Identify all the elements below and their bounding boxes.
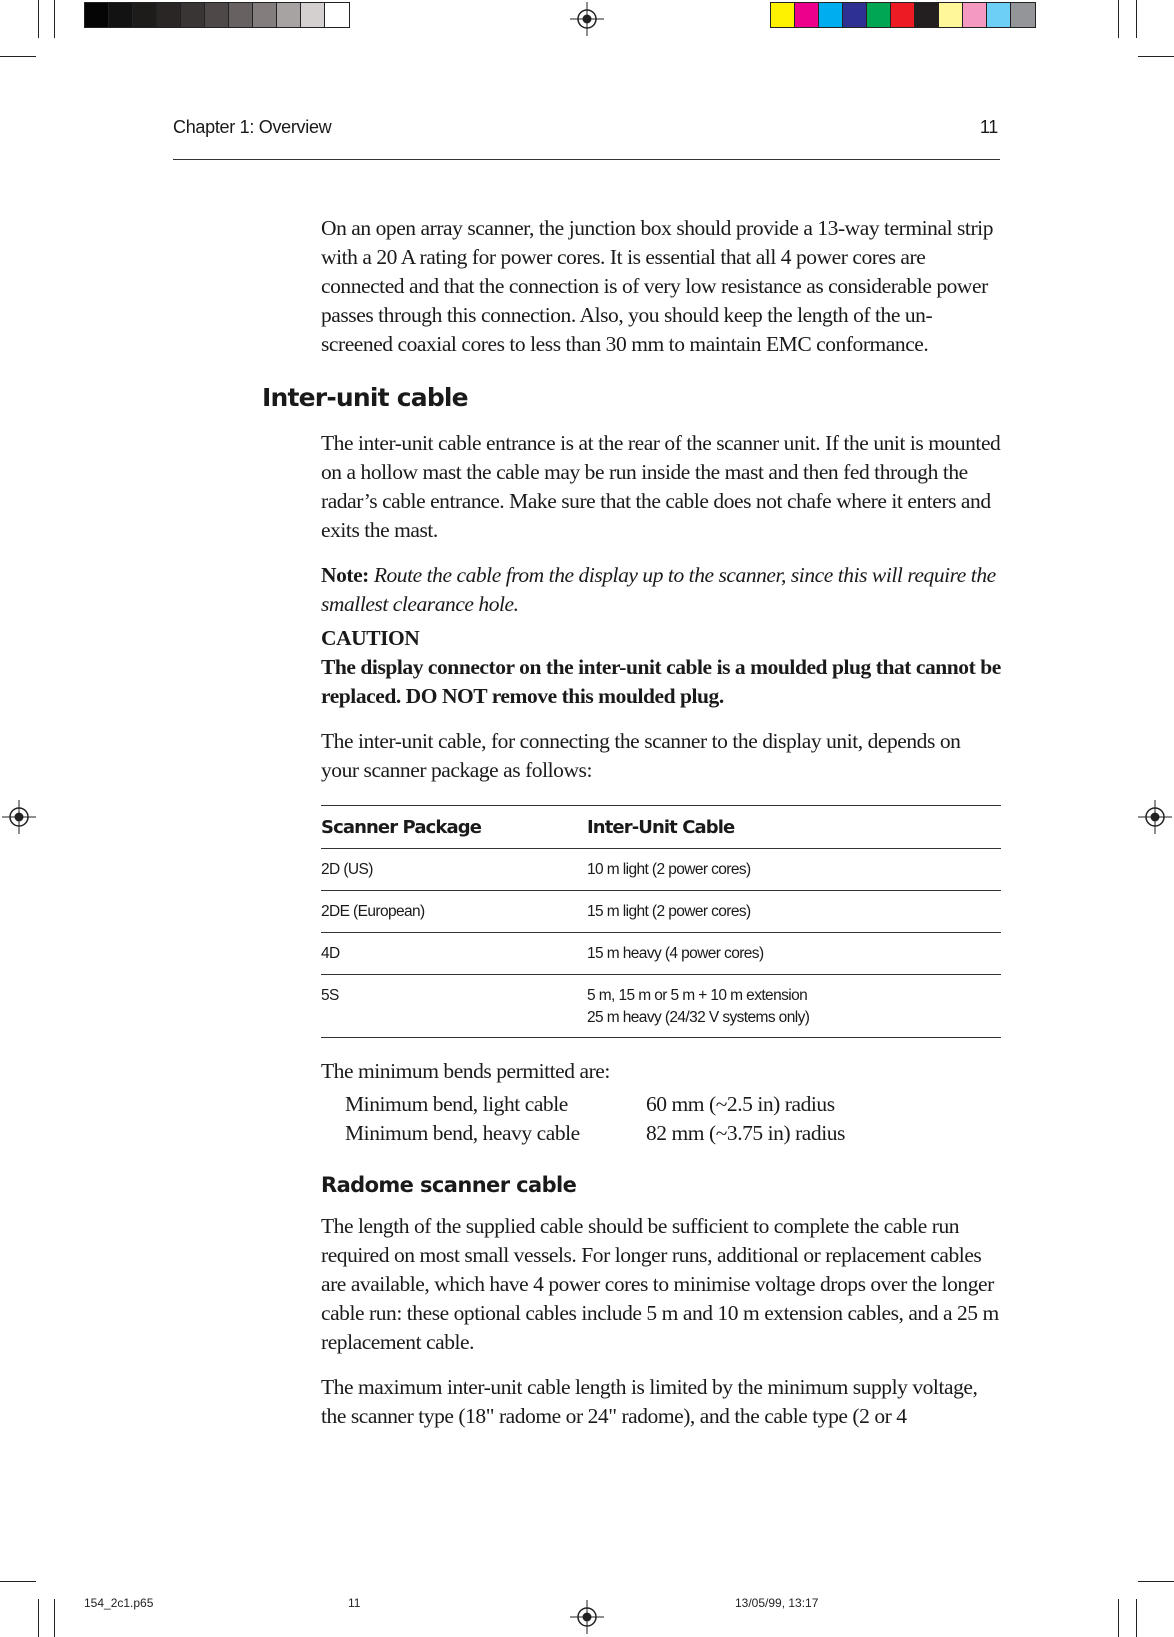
chapter-title: Chapter 1: Overview xyxy=(173,117,332,137)
color-strip xyxy=(770,2,1036,28)
list-item xyxy=(345,1119,845,1148)
color-swatch xyxy=(205,3,229,27)
color-swatch xyxy=(1011,3,1035,27)
note-paragraph xyxy=(321,561,1001,619)
note-text: Route the cable from the display up to the scanner, since this will require the smallest clearance hole. xyxy=(321,563,996,616)
cable-cell xyxy=(587,975,1001,1038)
crop-mark xyxy=(1118,1599,1119,1637)
radome-paragraph: The length of the supplied cable should be sufficient to complete the cable run required on most small vessels. For longer runs, additional or replacement cables are available, which have 4 power cores to minimise voltage drops over the longer cable run: these optional cables include 5 m and 10 m extension cables, and a 25 m replacement cable. xyxy=(321,1214,999,1354)
column-header-package: Scanner Package xyxy=(321,806,587,849)
slug-file: 154_2c1.p65 xyxy=(84,1596,154,1610)
table-row xyxy=(321,975,1001,1038)
slug-timestamp: 13/05/99, 13:17 xyxy=(735,1596,819,1610)
tone-strip xyxy=(84,2,350,28)
color-swatch xyxy=(301,3,325,27)
package-cell: 2DE (European) xyxy=(321,891,587,933)
crop-mark xyxy=(54,0,55,38)
column-header-cable: Inter-Unit Cable xyxy=(587,806,1001,849)
crop-mark xyxy=(1118,0,1119,38)
crop-mark xyxy=(1138,1581,1174,1582)
crop-mark xyxy=(38,1599,39,1637)
crop-mark xyxy=(38,0,39,38)
table-intro: The inter-unit cable, for connecting the scanner to the display unit, depends on your scanner package as follows: xyxy=(321,729,961,782)
crop-mark xyxy=(0,1581,36,1582)
slug-page: 11 xyxy=(348,1596,361,1610)
color-swatch xyxy=(819,3,843,27)
color-swatch xyxy=(987,3,1011,27)
bends-list xyxy=(345,1090,845,1148)
registration-mark-icon xyxy=(570,1600,604,1634)
caution-title: CAUTION xyxy=(321,626,420,650)
cable-line: 5 m, 15 m or 5 m + 10 m extension xyxy=(587,987,808,1004)
crop-mark xyxy=(0,56,36,57)
color-swatch xyxy=(277,3,301,27)
bend-value: 82 mm (~3.75 in) radius xyxy=(646,1121,845,1145)
bend-value: 60 mm (~2.5 in) radius xyxy=(646,1092,835,1116)
crop-mark xyxy=(1138,56,1174,57)
bends-intro: The minimum bends permitted are: xyxy=(321,1059,610,1083)
package-cell: 5S xyxy=(321,975,587,1038)
color-swatch xyxy=(939,3,963,27)
color-swatch xyxy=(181,3,205,27)
cable-line: 25 m heavy (24/32 V systems only) xyxy=(587,1009,810,1026)
color-swatch xyxy=(253,3,277,27)
table-header-row xyxy=(321,806,1001,849)
section-paragraph: The inter-unit cable entrance is at the rear of the scanner unit. If the unit is mounted on a hollow mast the cable may be run inside the mast and then fed through the radar’s cable entrance. Make sure that the cable does not chafe where it enters and exits the mast. xyxy=(321,431,1001,542)
color-swatch xyxy=(795,3,819,27)
note-label: Note: xyxy=(321,563,369,587)
subheading: Radome scanner cable xyxy=(321,1173,577,1197)
color-swatch xyxy=(109,3,133,27)
bend-label: Minimum bend, light cable xyxy=(345,1092,568,1116)
color-swatch xyxy=(891,3,915,27)
crop-mark xyxy=(1136,1599,1137,1637)
bend-label: Minimum bend, heavy cable xyxy=(345,1121,580,1145)
list-item xyxy=(345,1090,845,1119)
cable-cell: 10 m light (2 power cores) xyxy=(587,849,1001,891)
color-swatch xyxy=(85,3,109,27)
color-swatch xyxy=(133,3,157,27)
table-row xyxy=(321,891,1001,933)
intro-paragraph: On an open array scanner, the junction box should provide a 13-way terminal strip with a 20 A rating for power cores. It is essential that all 4 power cores are connected and that the connection is of very low resistance as considerable power passes through this connection. Also, you should keep the length of the un-screened coaxial cores to less than 30 mm to maintain EMC conformance. xyxy=(321,216,993,356)
registration-mark-icon xyxy=(1138,800,1172,834)
table-row xyxy=(321,933,1001,975)
color-swatch xyxy=(915,3,939,27)
section-heading: Inter-unit cable xyxy=(262,383,468,412)
color-swatch xyxy=(229,3,253,27)
color-swatch xyxy=(843,3,867,27)
caution-text: The display connector on the inter-unit cable is a moulded plug that cannot be replaced. DO NOT remove this moulded plug. xyxy=(321,655,1001,708)
package-cell: 4D xyxy=(321,933,587,975)
crop-mark xyxy=(54,1599,55,1637)
color-swatch xyxy=(963,3,987,27)
cable-cell: 15 m light (2 power cores) xyxy=(587,891,1001,933)
running-header xyxy=(173,115,1000,160)
table-row xyxy=(321,849,1001,891)
registration-mark-icon xyxy=(570,2,604,36)
final-paragraph: The maximum inter-unit cable length is limited by the minimum supply voltage, the scanner type (18" radome or 24" radome), and the cable type (2 or 4 xyxy=(321,1375,978,1428)
crop-mark xyxy=(1136,0,1137,38)
color-swatch xyxy=(771,3,795,27)
color-swatch xyxy=(867,3,891,27)
cable-table xyxy=(321,805,1001,1038)
package-cell: 2D (US) xyxy=(321,849,587,891)
color-swatch xyxy=(157,3,181,27)
page-number: 11 xyxy=(979,117,998,137)
color-swatch xyxy=(325,3,349,27)
registration-mark-icon xyxy=(2,800,36,834)
cable-cell: 15 m heavy (4 power cores) xyxy=(587,933,1001,975)
